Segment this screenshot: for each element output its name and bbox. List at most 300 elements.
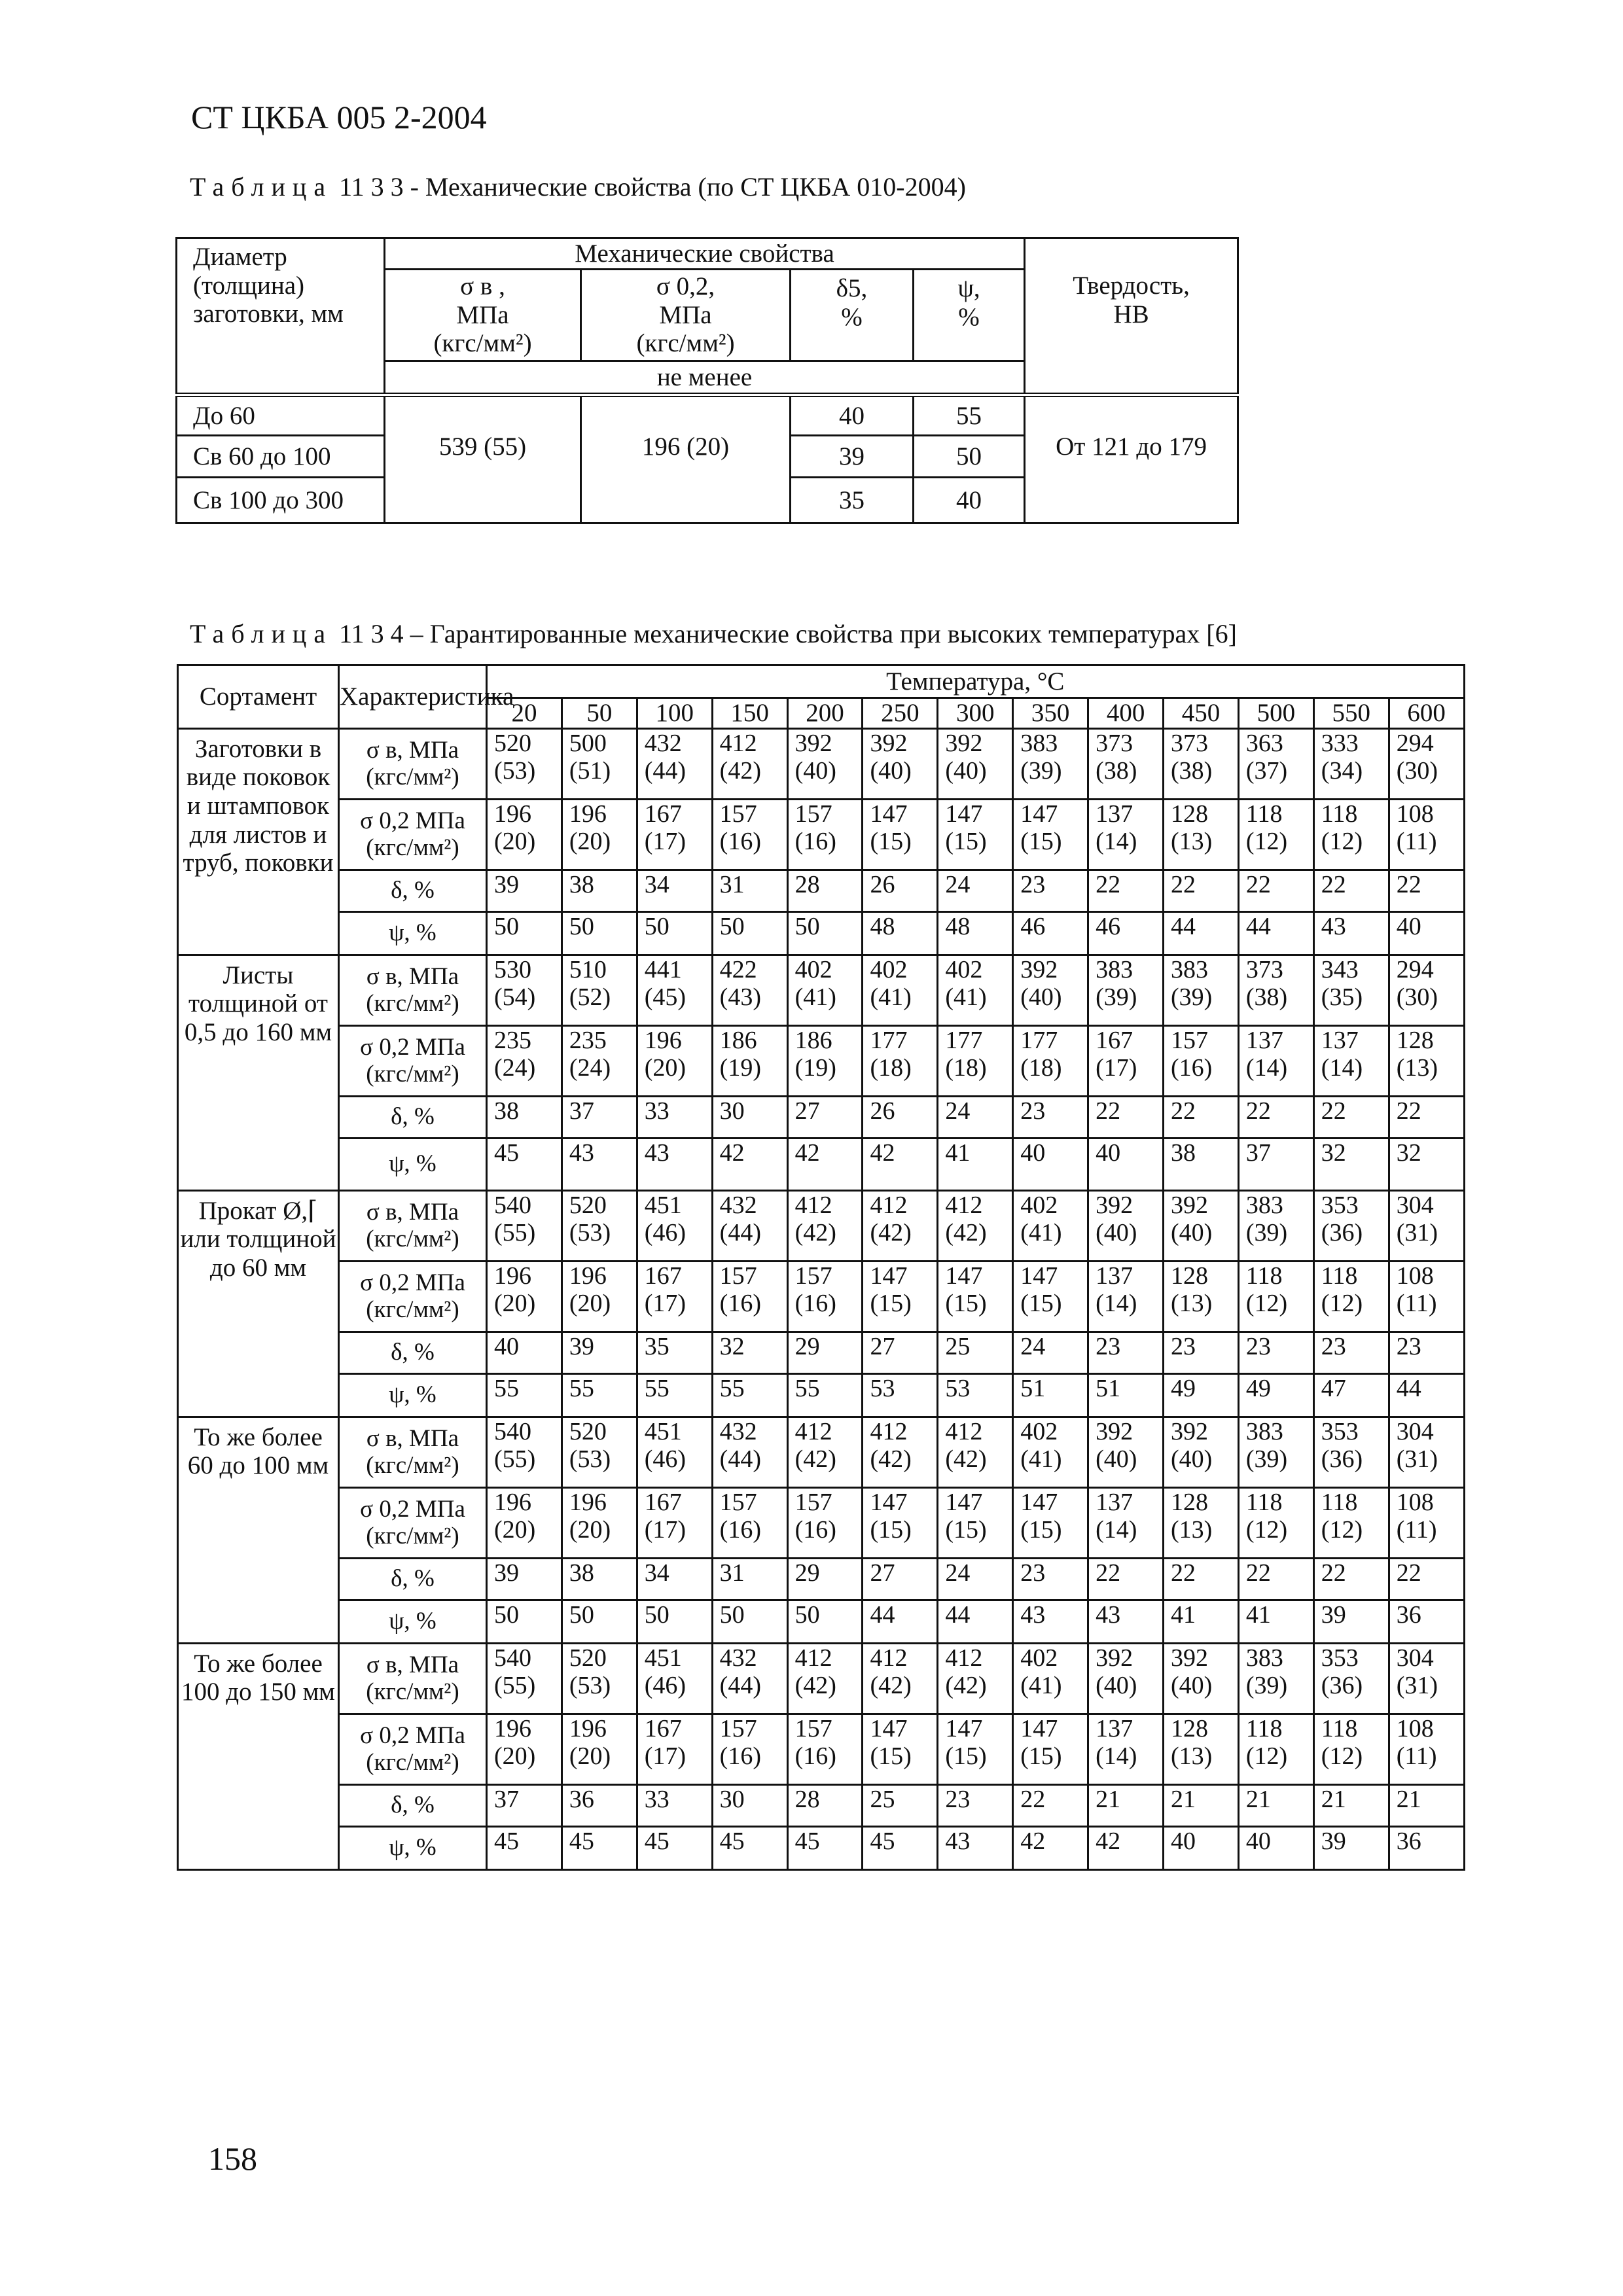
t2-sigma-02-text: σ 0,2 МПа [360,1722,465,1749]
t2-value-mpa: 392 [1171,1191,1209,1219]
t2-value-mpa: 147 [870,800,908,828]
t2-value-kgf: (44) [719,1219,761,1247]
t2-value-mpa: 392 [1020,955,1058,983]
t2-value-cell [787,1261,863,1332]
t2-sigma-b-label [339,728,487,799]
t2-value-mpa: 304 [1396,1644,1434,1672]
t2-psi-cell: 50 [562,911,637,955]
t2-temp-col-header: 250 [863,698,938,729]
t2-delta-cell: 23 [1389,1332,1464,1373]
t2-psi-cell: 47 [1313,1373,1389,1417]
t2-value-mpa: 157 [719,1488,757,1516]
t2-sigma-b-label [339,955,487,1025]
t2-sigma-b-text: σ в, МПа [366,1198,459,1226]
t2-value-mpa: 540 [494,1417,531,1445]
t2-psi-cell: 55 [562,1373,637,1417]
t2-value-mpa: 402 [794,955,832,983]
t2-value-mpa: 196 [494,1714,531,1742]
t2-value-cell [1013,1261,1088,1332]
t2-value-kgf: (17) [644,1290,687,1318]
t2-assortment-header: Сортамент [178,665,339,729]
table1-caption-lead: Таблица [190,172,333,202]
t2-delta-label: δ, % [339,1096,487,1138]
t2-value-mpa: 147 [1020,1262,1058,1290]
t2-value-mpa: 412 [794,1644,832,1672]
t2-delta-cell: 38 [487,1096,562,1138]
t2-value-mpa: 196 [569,1488,607,1516]
t2-value-mpa: 304 [1396,1417,1434,1445]
t2-value-kgf: (36) [1321,1219,1363,1247]
t2-temp-col-header: 150 [712,698,787,729]
t2-psi-cell: 41 [1164,1600,1239,1643]
t2-value-mpa: 432 [719,1417,757,1445]
t2-value-mpa: 147 [945,800,983,828]
t2-value-mpa: 363 [1245,729,1283,757]
t2-value-cell [487,1643,562,1714]
t2-psi-label: ψ, % [339,1138,487,1190]
t2-value-mpa: 177 [945,1026,983,1054]
t2-value-mpa: 402 [870,955,908,983]
t2-delta-cell: 26 [863,870,938,911]
t2-psi-cell: 50 [637,911,712,955]
t2-value-kgf: (16) [794,1516,836,1544]
t2-value-mpa: 128 [1171,1714,1209,1742]
t2-value-kgf: (40) [945,757,987,785]
t2-delta-cell: 33 [637,1784,712,1826]
t2-value-mpa: 196 [569,1714,607,1742]
t2-value-kgf: (18) [945,1054,987,1082]
t2-psi-cell: 39 [1313,1826,1389,1869]
t2-value-cell [787,1714,863,1784]
t2-delta-cell: 23 [1013,870,1088,911]
t2-value-kgf: (44) [719,1672,761,1700]
t2-value-kgf: (17) [644,1516,687,1544]
t2-psi-cell: 53 [863,1373,938,1417]
t2-value-mpa: 304 [1396,1191,1434,1219]
t2-sigma-b-unit: (кгс/мм²) [366,990,459,1017]
t1-psi-cell: 40 [914,478,1025,523]
t2-value-mpa: 412 [870,1417,908,1445]
t2-value-cell [1164,1417,1239,1487]
t2-sigma-b-label [339,1417,487,1487]
t2-value-cell [1088,728,1164,799]
t2-value-cell [487,1714,562,1784]
t2-value-kgf: (42) [945,1219,987,1247]
t2-value-kgf: (41) [794,983,836,1012]
t1-delta5-unit: % [841,302,863,331]
t2-value-cell [1313,1643,1389,1714]
t2-value-kgf: (40) [1096,1672,1137,1700]
t2-value-cell [562,1714,637,1784]
t2-psi-label: ψ, % [339,911,487,955]
t2-value-kgf: (37) [1245,757,1288,785]
t2-value-kgf: (12) [1321,1290,1363,1318]
t2-sigma-b-text: σ в, МПа [366,1651,459,1678]
t2-value-mpa: 383 [1171,955,1209,983]
t2-value-kgf: (13) [1171,1742,1213,1771]
t2-psi-cell: 45 [712,1826,787,1869]
t2-psi-label: ψ, % [339,1373,487,1417]
t2-value-kgf: (55) [494,1219,536,1247]
t2-value-cell [938,1025,1013,1096]
t2-value-mpa: 167 [644,1488,682,1516]
t2-value-cell [562,1190,637,1261]
t2-value-kgf: (42) [870,1445,912,1474]
t2-value-cell [1238,1487,1313,1558]
t2-delta-cell: 23 [1013,1096,1088,1138]
t2-value-cell [787,1417,863,1487]
t2-value-cell [938,799,1013,870]
t2-value-kgf: (20) [569,828,611,856]
t2-value-kgf: (38) [1245,983,1288,1012]
t2-value-cell [1164,1261,1239,1332]
t2-sigma-b-unit: (кгс/мм²) [366,764,459,791]
t2-sigma-02-text: σ 0,2 МПа [360,807,465,834]
t2-psi-cell: 44 [1238,911,1313,955]
t2-sigma-b-unit: (кгс/мм²) [366,1226,459,1253]
t2-value-cell [712,728,787,799]
t2-value-cell [1088,1261,1164,1332]
t2-delta-cell: 22 [1088,1558,1164,1600]
t2-value-kgf: (41) [1020,1219,1062,1247]
t2-value-cell [712,1190,787,1261]
t2-value-kgf: (16) [719,828,761,856]
t2-value-kgf: (41) [945,983,987,1012]
t2-value-kgf: (44) [719,1445,761,1474]
t1-hardness-value: От 121 до 179 [1025,395,1238,523]
t2-value-mpa: 432 [644,729,682,757]
t2-value-kgf: (38) [1096,757,1137,785]
t2-value-kgf: (15) [870,1290,912,1318]
t2-value-mpa: 157 [719,1714,757,1742]
t2-value-mpa: 147 [945,1262,983,1290]
t2-value-mpa: 451 [644,1417,682,1445]
t2-value-mpa: 196 [644,1026,682,1054]
t1-sigma-b-header [385,270,581,361]
t2-value-cell [863,1261,938,1332]
t2-value-kgf: (17) [644,1742,687,1771]
t2-value-cell [712,955,787,1025]
t2-psi-cell: 49 [1238,1373,1313,1417]
table2-caption-text: 11 3 4 – Гарантированные механические свойства при высоких температурах [6] [332,619,1237,648]
t2-value-cell [1088,1714,1164,1784]
t2-temperature-header: Температура, °С [487,665,1465,698]
t2-value-cell [787,728,863,799]
t2-psi-cell: 32 [1389,1138,1464,1190]
t2-delta-cell: 29 [787,1332,863,1373]
t2-value-cell [938,1487,1013,1558]
t2-psi-label: ψ, % [339,1826,487,1869]
t2-value-kgf: (15) [870,828,912,856]
t2-value-kgf: (39) [1096,983,1137,1012]
t2-psi-cell: 42 [1088,1826,1164,1869]
t2-delta-cell: 29 [787,1558,863,1600]
t2-value-cell [1389,728,1464,799]
t2-psi-cell: 45 [787,1826,863,1869]
t2-value-cell [1313,728,1389,799]
t2-value-kgf: (41) [870,983,912,1012]
t2-value-mpa: 353 [1321,1644,1359,1672]
t2-value-kgf: (16) [719,1742,761,1771]
t2-value-kgf: (20) [569,1742,611,1771]
t2-value-cell [487,799,562,870]
table2-caption [190,618,1237,649]
t2-delta-cell: 23 [1013,1558,1088,1600]
t2-delta-cell: 32 [712,1332,787,1373]
t2-value-mpa: 196 [494,1262,531,1290]
t2-value-mpa: 108 [1396,1262,1434,1290]
t2-value-cell [1238,1190,1313,1261]
t2-value-mpa: 402 [945,955,983,983]
table2-caption-lead: Таблица [190,619,333,648]
t2-value-kgf: (18) [1020,1054,1062,1082]
t2-value-mpa: 343 [1321,955,1359,983]
t2-value-kgf: (11) [1396,828,1437,856]
t2-value-cell [863,1714,938,1784]
t2-delta-cell: 37 [562,1096,637,1138]
t2-psi-cell: 42 [863,1138,938,1190]
t2-value-kgf: (40) [870,757,912,785]
t2-value-kgf: (16) [794,828,836,856]
t2-value-cell [637,1643,712,1714]
t2-delta-cell: 21 [1238,1784,1313,1826]
t2-value-kgf: (15) [945,1290,987,1318]
t2-value-cell [562,1261,637,1332]
t2-value-cell [562,728,637,799]
t2-value-kgf: (55) [494,1445,536,1474]
t2-value-kgf: (42) [794,1672,836,1700]
t2-sigma-b-unit: (кгс/мм²) [366,1678,459,1706]
t2-value-cell [1088,1025,1164,1096]
t2-delta-cell: 24 [1013,1332,1088,1373]
t2-value-cell [1164,1487,1239,1558]
t2-value-kgf: (11) [1396,1516,1437,1544]
t2-value-mpa: 392 [1171,1644,1209,1672]
t2-value-mpa: 137 [1245,1026,1283,1054]
t2-group-name: Прокат Ø,⌈ или толщиной до 60 мм [178,1190,339,1417]
t2-value-mpa: 412 [945,1417,983,1445]
t2-value-mpa: 137 [1096,1262,1133,1290]
t2-value-mpa: 353 [1321,1417,1359,1445]
t2-value-kgf: (12) [1245,1742,1288,1771]
t2-sigma-b-label [339,1190,487,1261]
t2-psi-cell: 55 [637,1373,712,1417]
t2-delta-cell: 25 [863,1784,938,1826]
t2-value-cell [1088,1487,1164,1558]
t2-value-mpa: 540 [494,1191,531,1219]
t2-psi-cell: 43 [637,1138,712,1190]
t2-value-cell [938,1261,1013,1332]
t1-delta-cell: 35 [791,478,914,523]
t2-value-cell [1313,799,1389,870]
t2-value-kgf: (17) [1096,1054,1137,1082]
t2-value-cell [712,799,787,870]
t2-value-cell [1389,799,1464,870]
t2-psi-cell: 44 [1164,911,1239,955]
t2-delta-cell: 28 [787,870,863,911]
t2-delta-cell: 37 [487,1784,562,1826]
t2-value-kgf: (12) [1321,1516,1363,1544]
t2-value-cell [1013,955,1088,1025]
t2-psi-cell: 41 [938,1138,1013,1190]
t2-value-kgf: (20) [644,1054,687,1082]
t2-psi-cell: 51 [1088,1373,1164,1417]
t2-temp-col-header: 400 [1088,698,1164,729]
t2-value-kgf: (14) [1245,1054,1288,1082]
t1-delta-cell: 39 [791,436,914,478]
t2-delta-cell: 39 [562,1332,637,1373]
t2-temp-col-header: 500 [1238,698,1313,729]
t2-value-kgf: (17) [644,828,687,856]
t2-value-kgf: (19) [719,1054,761,1082]
t2-value-mpa: 196 [569,800,607,828]
t2-group-name: Заготовки в виде поковок и штамповок для листов и труб, поковки [178,728,339,955]
t2-value-cell [787,799,863,870]
t2-delta-cell: 25 [938,1332,1013,1373]
t2-delta-cell: 28 [787,1784,863,1826]
t2-value-mpa: 157 [1171,1026,1209,1054]
t2-delta-cell: 30 [712,1096,787,1138]
t2-delta-cell: 27 [787,1096,863,1138]
t2-delta-cell: 40 [487,1332,562,1373]
t2-value-cell [637,1487,712,1558]
t1-delta5-symbol: δ5, [836,274,868,302]
t2-value-cell [1164,1190,1239,1261]
t2-psi-cell: 43 [938,1826,1013,1869]
t2-value-kgf: (13) [1171,1516,1213,1544]
t2-value-cell [787,1643,863,1714]
t2-psi-cell: 44 [863,1600,938,1643]
t2-value-mpa: 167 [644,1262,682,1290]
t2-value-kgf: (12) [1245,1516,1288,1544]
t2-value-mpa: 128 [1171,1488,1209,1516]
t1-sigma-02-value: 196 (20) [581,395,791,523]
t2-value-cell [562,799,637,870]
t2-psi-cell: 40 [1238,1826,1313,1869]
t2-value-cell [863,1025,938,1096]
t2-sigma-b-text: σ в, МПа [366,736,459,764]
t2-value-kgf: (14) [1321,1054,1363,1082]
t2-psi-cell: 40 [1013,1138,1088,1190]
t2-value-mpa: 412 [719,729,757,757]
t1-hardness-header [1025,238,1238,395]
t2-value-cell [712,1417,787,1487]
t2-value-mpa: 196 [569,1262,607,1290]
t2-delta-cell: 23 [1313,1332,1389,1373]
t2-psi-cell: 44 [938,1600,1013,1643]
t2-value-mpa: 294 [1396,955,1434,983]
t2-psi-cell: 42 [787,1138,863,1190]
t2-value-mpa: 510 [569,955,607,983]
t2-psi-cell: 40 [1164,1826,1239,1869]
t2-value-kgf: (43) [719,983,761,1012]
t2-value-mpa: 147 [945,1488,983,1516]
t2-value-cell [1238,955,1313,1025]
t2-value-cell [863,728,938,799]
t2-delta-cell: 23 [1238,1332,1313,1373]
t2-value-cell [1088,1643,1164,1714]
t2-delta-cell: 23 [1164,1332,1239,1373]
t2-value-mpa: 118 [1245,1488,1283,1516]
t1-sigma-02-header [581,270,791,361]
t2-value-cell [787,955,863,1025]
t2-value-kgf: (55) [494,1672,536,1700]
t2-value-kgf: (42) [870,1219,912,1247]
t2-value-kgf: (39) [1245,1672,1288,1700]
t2-value-kgf: (38) [1171,757,1213,785]
t2-value-cell [938,1643,1013,1714]
t2-value-mpa: 235 [494,1026,531,1054]
t2-value-kgf: (13) [1171,1290,1213,1318]
t2-delta-cell: 27 [863,1332,938,1373]
t2-value-kgf: (15) [945,1516,987,1544]
t2-sigma-02-unit: (кгс/мм²) [366,1523,459,1550]
t2-value-cell [1164,1025,1239,1096]
t2-value-kgf: (16) [794,1742,836,1771]
t2-value-cell [1313,1714,1389,1784]
t2-delta-cell: 31 [712,870,787,911]
t2-value-mpa: 157 [794,1488,832,1516]
t2-value-mpa: 186 [719,1026,757,1054]
t2-delta-cell: 26 [863,1096,938,1138]
t2-value-mpa: 235 [569,1026,607,1054]
t2-value-kgf: (14) [1096,1290,1137,1318]
t2-sigma-02-unit: (кгс/мм²) [366,1061,459,1088]
t2-temp-col-header: 300 [938,698,1013,729]
t2-psi-cell: 40 [1088,1138,1164,1190]
t2-psi-cell: 42 [1013,1826,1088,1869]
t1-hardness-unit: НВ [1113,300,1149,328]
t2-value-cell [712,1025,787,1096]
t2-delta-label: δ, % [339,1784,487,1826]
t1-delta-cell: 40 [791,395,914,436]
t2-temp-col-header: 100 [637,698,712,729]
t2-value-cell [712,1714,787,1784]
t2-delta-cell: 22 [1389,1096,1464,1138]
t2-value-cell [863,955,938,1025]
t2-delta-cell: 21 [1313,1784,1389,1826]
t2-value-mpa: 383 [1245,1417,1283,1445]
t2-psi-cell: 45 [487,1826,562,1869]
t2-delta-cell: 30 [712,1784,787,1826]
t2-value-mpa: 128 [1171,1262,1209,1290]
t2-value-cell [637,1261,712,1332]
t2-value-mpa: 147 [1020,800,1058,828]
t2-sigma-02-text: σ 0,2 МПа [360,1269,465,1296]
t2-sigma-b-text: σ в, МПа [366,1424,459,1452]
t2-sigma-02-text: σ 0,2 МПа [360,1495,465,1523]
t2-value-mpa: 186 [794,1026,832,1054]
t2-value-cell [1313,955,1389,1025]
t2-value-kgf: (24) [494,1054,536,1082]
t2-characteristic-header: Характеристика [339,665,487,729]
t2-delta-cell: 21 [1088,1784,1164,1826]
t2-value-kgf: (19) [794,1054,836,1082]
t2-value-kgf: (36) [1321,1445,1363,1474]
t2-value-cell [863,1643,938,1714]
t2-value-cell [712,1487,787,1558]
t2-value-kgf: (24) [569,1054,611,1082]
t2-value-cell [1164,799,1239,870]
t2-psi-cell: 37 [1238,1138,1313,1190]
t2-psi-cell: 43 [1013,1600,1088,1643]
t2-value-mpa: 108 [1396,1488,1434,1516]
t2-value-kgf: (36) [1321,1672,1363,1700]
t2-value-kgf: (13) [1171,828,1213,856]
t2-value-kgf: (12) [1321,828,1363,856]
t2-value-mpa: 373 [1171,729,1209,757]
t2-delta-cell: 34 [637,1558,712,1600]
